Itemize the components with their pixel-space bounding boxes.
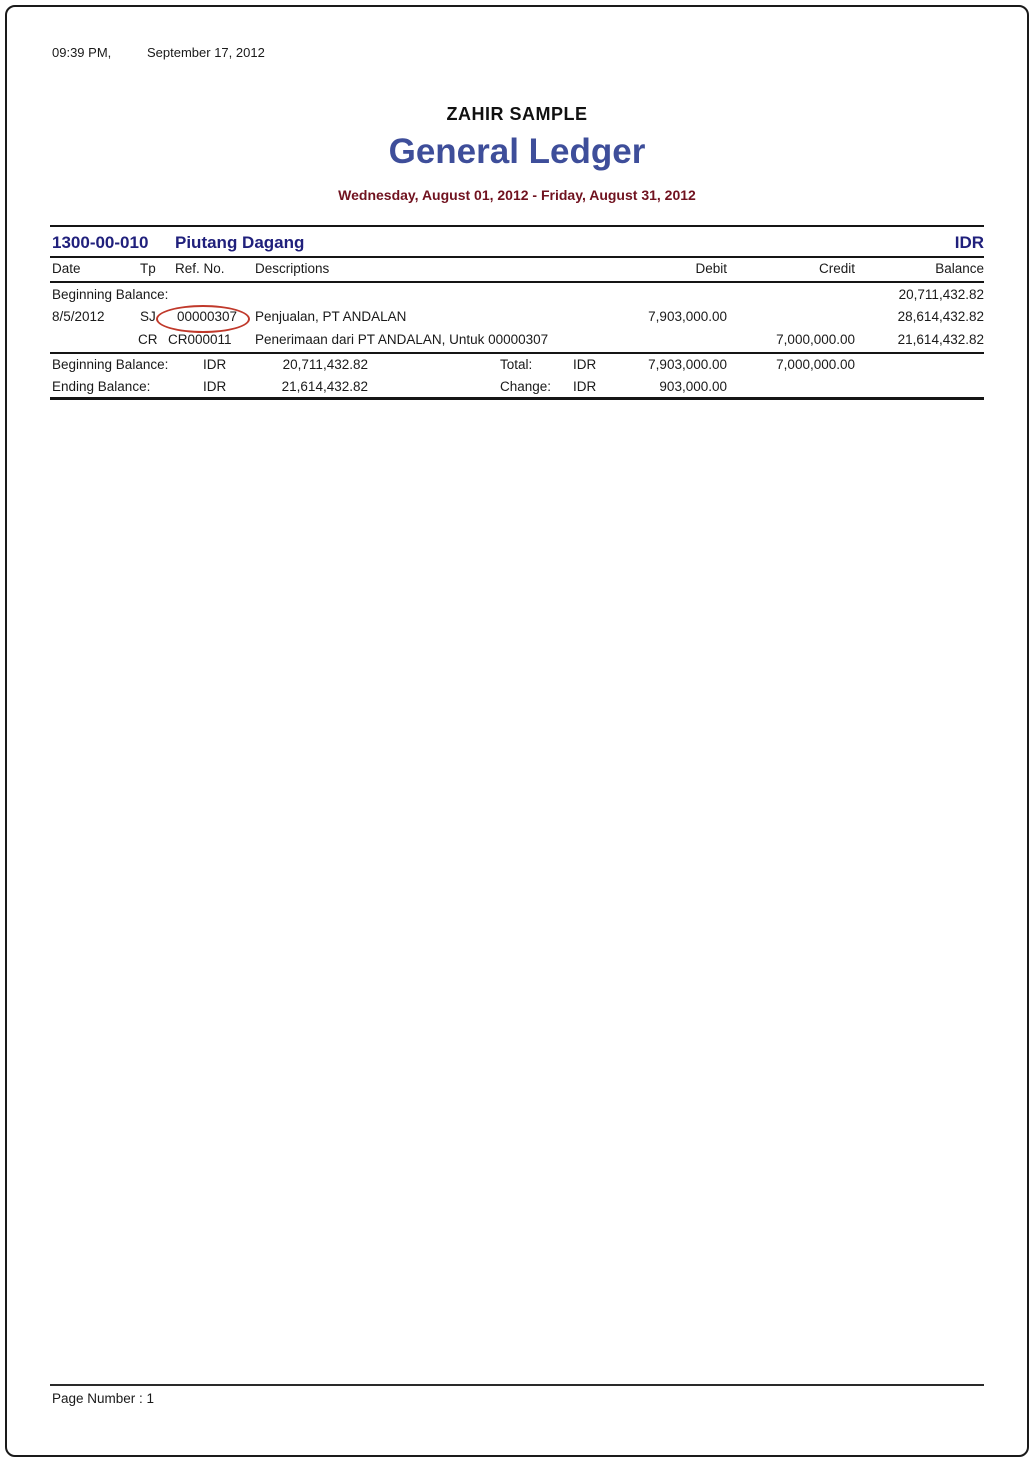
row-ref: CR000011	[168, 332, 232, 347]
divider-column-headers	[50, 281, 984, 283]
beginning-balance-row-label: Beginning Balance:	[52, 287, 169, 302]
footer-divider	[50, 1384, 984, 1386]
divider-rows-summary	[50, 352, 984, 354]
summary-change-amount: 903,000.00	[659, 379, 727, 394]
row-ref: 00000307	[177, 309, 238, 324]
divider-account	[50, 256, 984, 258]
report-title: General Ledger	[388, 132, 646, 171]
summary-total-credit: 7,000,000.00	[776, 357, 855, 372]
divider-top	[50, 225, 984, 227]
account-name: Piutang Dagang	[175, 233, 305, 252]
column-header-date: Date	[52, 261, 81, 276]
summary-change-currency: IDR	[573, 379, 597, 394]
row-credit: 7,000,000.00	[776, 332, 855, 347]
column-header-ref: Ref. No.	[175, 261, 225, 276]
summary-beginning-label: Beginning Balance:	[52, 357, 169, 372]
row-balance: 21,614,432.82	[897, 332, 984, 347]
account-currency: IDR	[954, 233, 984, 252]
report-period: Wednesday, August 01, 2012 - Friday, August 31, 2012	[338, 187, 696, 203]
summary-beginning-amount: 20,711,432.82	[282, 357, 368, 372]
summary-ending-label: Ending Balance:	[52, 379, 151, 394]
footer-page-number: Page Number : 1	[52, 1391, 155, 1406]
summary-total-debit: 7,903,000.00	[648, 357, 727, 372]
summary-total-label: Total:	[500, 357, 533, 372]
summary-total-currency: IDR	[573, 357, 597, 372]
row-balance: 28,614,432.82	[897, 309, 984, 324]
row-description: Penjualan, PT ANDALAN	[255, 309, 407, 324]
row-description: Penerimaan dari PT ANDALAN, Untuk 00000307	[255, 332, 549, 347]
red-ellipse-annotation	[156, 305, 250, 333]
column-header-debit: Debit	[695, 261, 727, 276]
summary-change-label: Change:	[500, 379, 552, 394]
summary-ending-currency: IDR	[203, 379, 227, 394]
account-code: 1300-00-010	[52, 233, 149, 252]
divider-bottom-thick	[50, 397, 984, 400]
summary-beginning-currency: IDR	[203, 357, 227, 372]
row-tp: SJ	[140, 309, 156, 324]
row-date: 8/5/2012	[52, 309, 105, 324]
row-debit: 7,903,000.00	[648, 309, 727, 324]
column-header-tp: Tp	[140, 261, 156, 276]
beginning-balance-row-amount: 20,711,432.82	[898, 287, 984, 302]
printed-date: September 17, 2012	[147, 45, 265, 60]
company-name: ZAHIR SAMPLE	[446, 104, 588, 124]
column-header-credit: Credit	[818, 261, 855, 276]
row-tp: CR	[138, 332, 158, 347]
column-header-balance: Balance	[935, 261, 984, 276]
column-header-descriptions: Descriptions	[255, 261, 330, 276]
summary-ending-amount: 21,614,432.82	[281, 379, 368, 394]
page-border	[5, 5, 1029, 1457]
printed-time: 09:39 PM,	[52, 45, 112, 60]
